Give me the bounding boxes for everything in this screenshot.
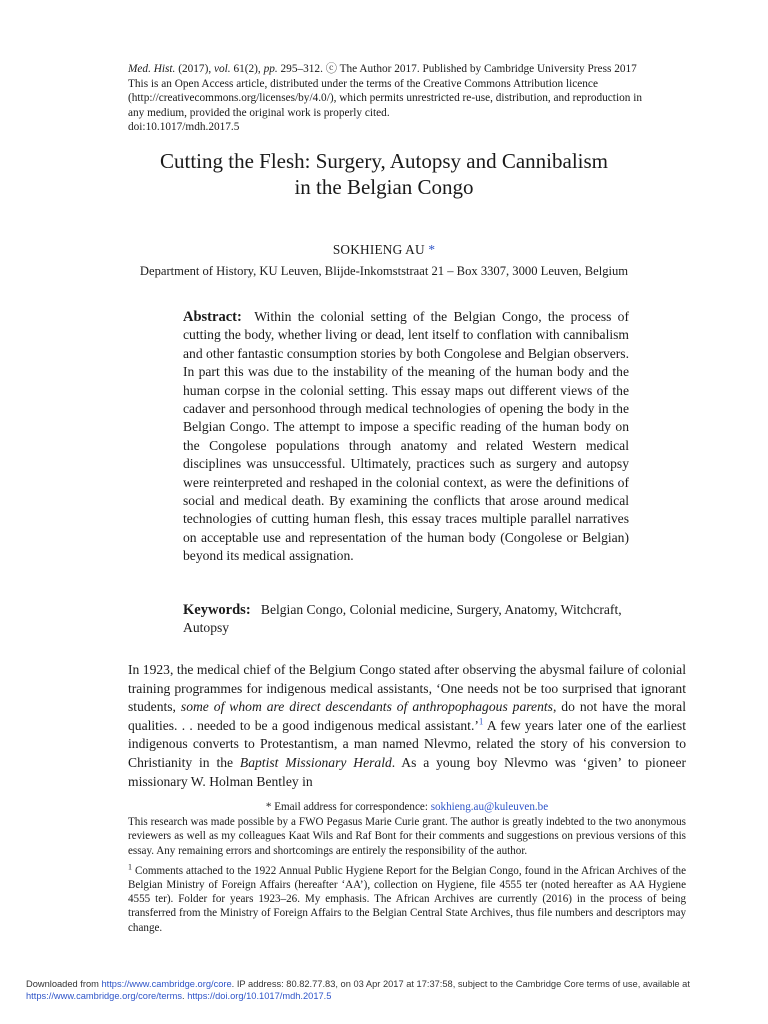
footnote-1-text: Comments attached to the 1922 Annual Public Hygiene Report for the Belgian Congo, found in the African Archives of the Belgian Ministry of Foreign Affairs (hereafter ‘AA’), collection on Hygiene, file 4555 ter (noted hereafter as AA Hygiene 4555 ter). Folder for years 1923–26. My emphasis. The African Archives are currently (2016) in the process of being transferred from the Ministry of Foreign Affairs to the Belgian Central State Archives, thus file numbers and descriptors may change.: [128, 864, 686, 934]
author-name: SOKHIENG AU: [332, 242, 425, 257]
citation-line: [128, 62, 688, 77]
vol-label: vol.: [213, 63, 231, 75]
keywords-label: Keywords:: [183, 602, 251, 618]
citation-volume: 61(2),: [230, 63, 264, 75]
cambridge-core-link[interactable]: https://www.cambridge.org/core: [101, 979, 232, 989]
pp-label: pp.: [263, 63, 278, 75]
footer-prefix: Downloaded from: [26, 979, 102, 989]
title-line-1: Cutting the Flesh: Surgery, Autopsy and Cannibalism: [160, 149, 608, 173]
keywords-text: Belgian Congo, Colonial medicine, Surgery, Anatomy, Witchcraft, Autopsy: [183, 602, 622, 636]
title-line-2: in the Belgian Congo: [294, 175, 474, 199]
journal-header: [128, 62, 688, 135]
abstract-label: Abstract:: [183, 309, 242, 325]
download-footer: [26, 978, 746, 1003]
footnote-1-number: 1: [128, 862, 132, 872]
author-footnote-marker[interactable]: *: [428, 242, 436, 257]
intro-paragraph: [128, 661, 686, 791]
email-link[interactable]: sokhieng.au@kuleuven.be: [430, 801, 549, 813]
citation-year: (2017),: [175, 63, 214, 75]
license-line-1: This is an Open Access article, distributed under the terms of the Creative Commons Attribution licence: [128, 77, 598, 90]
email-footnote: [128, 800, 686, 814]
footnote-1: [128, 864, 686, 935]
body-text-2: , do not have the moral qualities. . . needed to be a good indigenous medical assistant.’: [128, 699, 686, 733]
footnotes: [128, 800, 686, 941]
author-affiliation: Department of History, KU Leuven, Blijde-Inkomststraat 21 – Box 3307, 3000 Leuven, Belgium: [139, 264, 629, 278]
body-italic-1: some of whom are direct descendants of anthropophagous parents: [180, 699, 553, 715]
body-text-3: A few years later one of the earliest indigenous converts to Protestantism, a man named Nlevmo, related the story of his conversion to Christianity in the: [128, 717, 686, 770]
journal-name: Med. Hist.: [128, 63, 176, 75]
keywords: [183, 601, 629, 638]
author-line: [0, 242, 768, 258]
footer-middle: . IP address: 80.82.77.83, on 03 Apr 2017 at 17:37:58, subject to the Cambridge Core terms of use, available at: [231, 979, 690, 989]
license-line-2: (http://creativecommons.org/licenses/by/4.0/), which permits unrestricted re-use, distribution, and reproduction in: [128, 92, 642, 104]
body-text-1: In 1923, the medical chief of the Belgium Congo stated after observing the abysmal failure of colonial training programmes for indigenous medical assistants, ‘One needs not be too surprised that ignorant students,: [128, 662, 686, 715]
terms-link[interactable]: https://www.cambridge.org/core/terms: [26, 991, 183, 1002]
doi-line: doi:10.1017/mdh.2017.5: [128, 121, 240, 133]
license-line-3: any medium, provided the original work is properly cited.: [128, 106, 390, 119]
body-text-4: . As a young boy Nlevmo was ‘given’ to pioneer missionary W. Holman Bentley in: [128, 754, 687, 789]
abstract-text: Within the colonial setting of the Belgian Congo, the process of cutting the body, whether living or dead, lent itself to conflation with cannibalism and other fantastic consumption stories by both Congolese and Belgian observers. In part this was due to the instability of the meaning of the human body and the human corpse in the colonial setting. This essay maps out different views of the cadaver and personhood through medical technologies of opening the body in the Belgian Congo. The attempt to impose a specific reading of the human body on the Congolese populations through anatomy and related Western medical disciplines was unsuccessful. Ultimately, practices such as surgery and autopsy were reinterpreted and reshaped in the colonial context, as were the definitions of social and medical death. By examining the conflicts that arose around medical technologies of cutting human flesh, this essay traces multiple parallel narratives on acceptable use and representation of the human body (Congolese or Belgian) beyond its medical assignation.: [183, 309, 630, 564]
email-prefix: * Email address for correspondence:: [265, 801, 431, 813]
article-title: [0, 148, 768, 200]
doi-link[interactable]: https://doi.org/10.1017/mdh.2017.5: [187, 991, 332, 1002]
body-italic-2: Baptist Missionary Herald: [239, 754, 392, 770]
abstract: [183, 308, 629, 566]
acknowledgement-note: This research was made possible by a FWO Pegasus Marie Curie grant. The author is greatly indebted to the two anonymous reviewers as well as my colleagues Kaat Wils and Raf Bont for their comments and suggestions on previous versions of this essay. Any remaining errors and shortcomings are entirely the responsibility of the author.: [128, 816, 686, 857]
body-paragraph: [128, 661, 686, 791]
citation-rest: 295–312. ⓒ The Author 2017. Published by Cambridge University Press 2017: [277, 63, 637, 75]
footer-separator: .: [182, 991, 188, 1002]
footnote-ref-1[interactable]: 1: [478, 716, 484, 727]
